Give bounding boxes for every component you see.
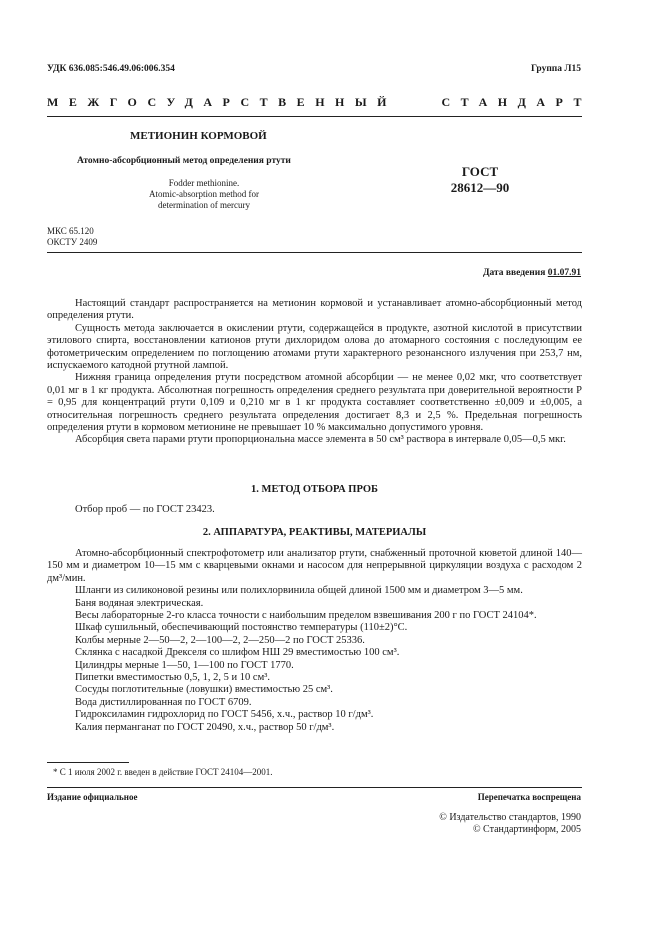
official-edition: Издание официальное [47, 792, 138, 802]
document-subtitle: Атомно-абсорбционный метод определения ртути [77, 156, 291, 166]
english-title [130, 178, 278, 211]
gost-number: 28612—90 [450, 180, 510, 195]
codes-divider [47, 252, 582, 253]
intro-paragraph: Сущность метода заключается в окислении ртути, содержащейся в продукте, азотной кислотой в присутствии этилового спирта, восстановлении катионов ртути дихлоридом олова до атомарного состояния с последующим ее фотометрическим определением по поглощению атомами ртути характерного резонансного излучения при 253,7 нм, испускаемого катодной ртутной лампой. [47, 322, 582, 372]
section-1-text [47, 504, 582, 516]
section-2-paragraph: Шланги из силиконовой резины или полихлорвинила общей длиной 1500 мм и диаметром 3—5 мм. [75, 585, 523, 597]
section-2-heading: 2. АППАРАТУРА, РЕАКТИВЫ, МАТЕРИАЛЫ [202, 527, 427, 538]
section-2-paragraph: Весы лабораторные 2-го класса точности с наибольшим пределом взвешивания 200 г по ГОСТ 24104*. [75, 610, 537, 622]
standard-banner [47, 95, 592, 110]
english-title-line: determination of mercury [158, 200, 250, 210]
banner-standard: СТАНДАРТ [441, 95, 592, 109]
udk-code: УДК 636.085:546.49.06:006.354 [47, 64, 175, 74]
footer-divider [47, 787, 582, 788]
english-title-line: Atomic-absorption method for [149, 189, 259, 199]
english-title-line: Fodder methionine. [168, 178, 240, 188]
equipment-list [47, 622, 582, 734]
document-title: МЕТИОНИН КОРМОВОЙ [130, 130, 267, 142]
section-2-text [47, 548, 582, 734]
introduction-date-value: 01.07.91 [547, 268, 581, 278]
equipment-item: Калия перманганат по ГОСТ 20490, х.ч., раствор 50 г/дм³. [75, 721, 335, 733]
equipment-item: Цилиндры мерные 1—50, 1—100 по ГОСТ 1770. [75, 659, 294, 671]
reprint-prohibited: Перепечатка воспрещена [477, 792, 581, 802]
copyright-line: © Издательство стандартов, 1990 [439, 812, 581, 823]
section-2-paragraph: Атомно-абсорбционный спектрофотометр или анализатор ртути, снабженный проточной кюветой длиной 140—150 мм и диаметром 10—15 мм с кварцевыми окнами и насосом для непрерывной циркуляции воздуха с расходом 2 дм³/мин. [47, 548, 582, 584]
equipment-item: Шкаф сушильный, обеспечивающий постоянство температуры (110±2)°С. [75, 622, 408, 634]
footnote-divider [47, 762, 129, 763]
gost-label: ГОСТ [461, 164, 499, 179]
equipment-item: Гидроксиламин гидрохлорид по ГОСТ 5456, х.ч., раствор 10 г/дм³. [75, 709, 374, 721]
introduction-date [483, 268, 581, 278]
group-code: Группа Л15 [530, 64, 581, 74]
mks-code: МКС 65.120 [47, 226, 94, 236]
intro-text [47, 298, 582, 447]
section-2-paragraph: Баня водяная электрическая. [75, 597, 204, 609]
copyright [439, 812, 581, 836]
section-1-paragraph: Отбор проб — по ГОСТ 23423. [75, 504, 215, 515]
equipment-item: Вода дистиллированная по ГОСТ 6709. [75, 696, 252, 708]
classification-codes [47, 226, 97, 248]
gost-designation [434, 164, 526, 196]
copyright-line: © Стандартинформ, 2005 [472, 824, 581, 835]
section-1-heading: 1. МЕТОД ОТБОРА ПРОБ [251, 484, 378, 495]
equipment-item: Пипетки вместимостью 0,5, 1, 2, 5 и 10 см³. [75, 672, 270, 684]
footnote: * С 1 июля 2002 г. введен в действие ГОСТ 24104—2001. [53, 767, 273, 777]
intro-paragraph: Нижняя граница определения ртути посредством атомной абсорбции — не менее 0,02 мкг, что соответствует 0,01 мг в 1 кг продукта. Абсолютная погрешность определения среднего результата при доверительной вероятности P = 0,95 для концентраций ртути 0,109 и 0,210 мг в 1 кг продукта составляет соответственно ±0,009 и ±0,005, а относительная погрешность среднего результата определения достигает 8,3 и 2,5 %. Предельная погрешность определения ртути в кормовом метионине не превышает 10 % максимально допустимого уровня. [47, 372, 582, 434]
intro-paragraph: Настоящий стандарт распространяется на метионин кормовой и устанавливает атомно-абсорбционный метод определения ртути. [47, 298, 582, 322]
introduction-date-label: Дата введения [482, 268, 546, 278]
okstu-code: ОКСТУ 2409 [47, 237, 98, 247]
equipment-item: Склянка с насадкой Дрекселя со шлифом НШ 29 вместимостью 100 см³. [75, 647, 400, 659]
intro-paragraph: Абсорбция света парами ртути пропорциональна массе элемента в 50 см³ раствора в интервале 0,05—0,5 мкг. [75, 434, 566, 446]
banner-interstate: МЕЖГОСУДАРСТВЕННЫЙ [47, 95, 397, 109]
header-divider [47, 116, 582, 117]
equipment-item: Колбы мерные 2—50—2, 2—100—2, 2—250—2 по ГОСТ 25336. [75, 634, 365, 646]
equipment-item: Сосуды поглотительные (ловушки) вместимостью 25 см³. [75, 684, 333, 696]
